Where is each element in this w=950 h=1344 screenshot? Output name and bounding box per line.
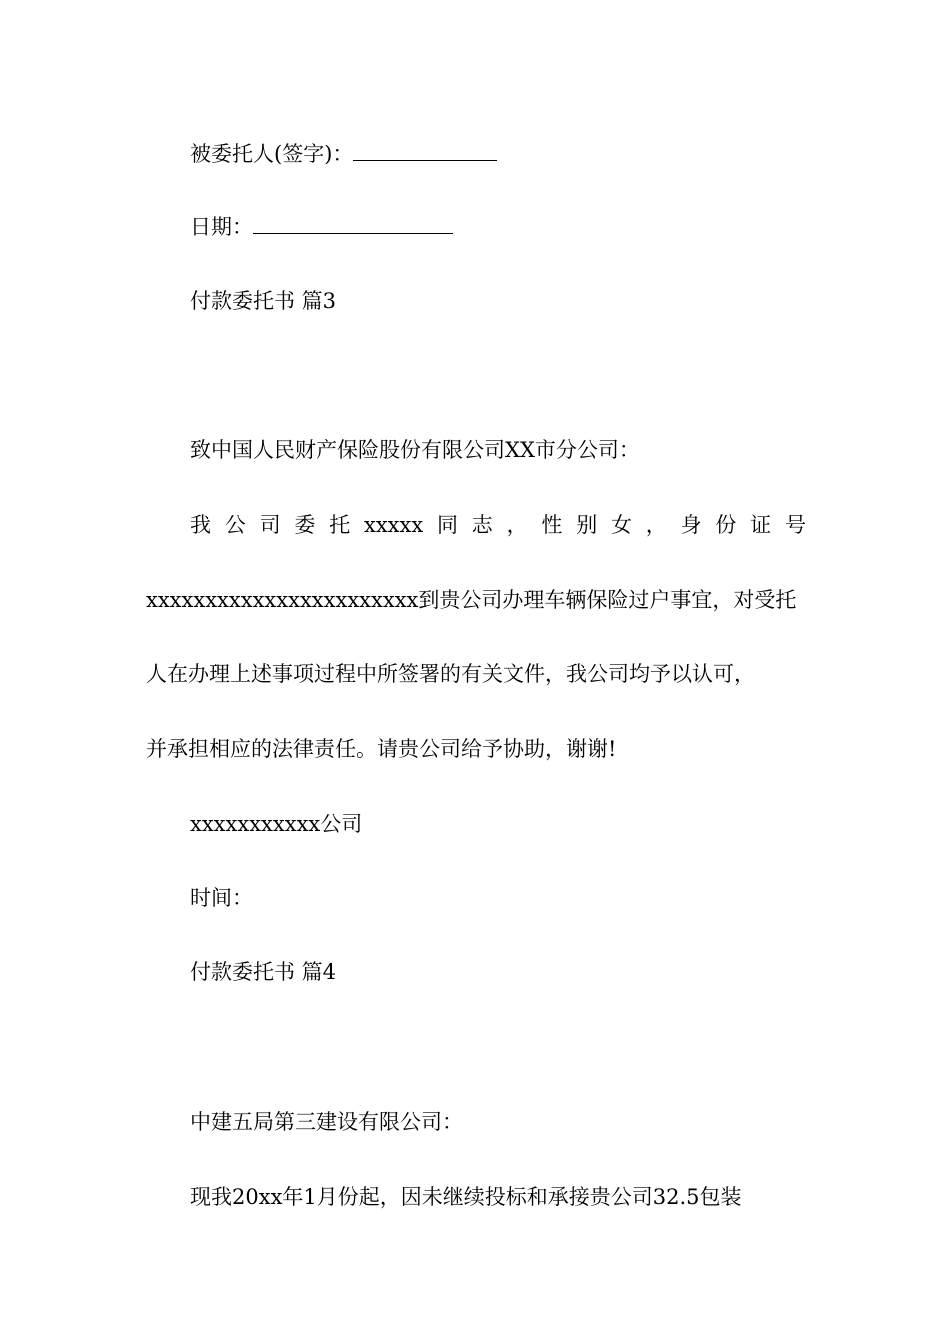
body-3-token: 女 <box>610 513 632 537</box>
body-3-token: 司 <box>259 513 281 537</box>
body-3-token: 证 <box>750 513 772 537</box>
body-3-line-4: 并承担相应的法律责任。请贵公司给予协助，谢谢! <box>146 737 617 761</box>
body-3-line-1 <box>190 511 806 539</box>
body-3-token: 我 <box>190 513 211 537</box>
date-blank <box>253 213 453 234</box>
trustee-signature-label: 被委托人(签字)： <box>190 142 354 166</box>
section-heading-3: 付款委托书 篇3 <box>190 289 337 313</box>
body-3-token: 号 <box>784 513 806 537</box>
body-3-token: 托 <box>329 513 351 537</box>
body-3-token: 委 <box>294 513 316 537</box>
company-signature-3: xxxxxxxxxxx公司 <box>190 812 363 836</box>
body-3-token: ， <box>506 513 528 537</box>
body-3-token: 身 <box>680 513 702 537</box>
signature-blank <box>353 140 497 161</box>
body-3-token: xxxxx <box>363 513 424 537</box>
body-4-line-1: 现我20xx年1月份起，因未继续投标和承接贵公司32.5包装 <box>190 1185 742 1209</box>
body-3-token: 性 <box>541 513 563 537</box>
trustee-signature-line <box>190 140 497 168</box>
salutation-4: 中建五局第三建设有限公司： <box>190 1110 463 1134</box>
salutation-3: 致中国人民财产保险股份有限公司XX市分公司： <box>190 438 640 462</box>
date-label: 日期： <box>190 215 253 239</box>
body-3-token: ， <box>645 513 667 537</box>
body-3-token: 份 <box>715 513 737 537</box>
body-3-line-2: xxxxxxxxxxxxxxxxxxxxxxx到贵公司办理车辆保险过户事宜，对受托 <box>146 588 797 612</box>
date-line <box>190 213 453 241</box>
body-3-line-3: 人在办理上述事项过程中所签署的有关文件，我公司均予以认可， <box>146 662 755 686</box>
time-label: 时间： <box>190 886 253 910</box>
body-3-token: 公 <box>224 513 246 537</box>
body-3-token: 志 <box>471 513 493 537</box>
body-3-token: 别 <box>576 513 598 537</box>
body-3-token: 同 <box>437 513 458 537</box>
section-heading-4: 付款委托书 篇4 <box>190 960 337 984</box>
